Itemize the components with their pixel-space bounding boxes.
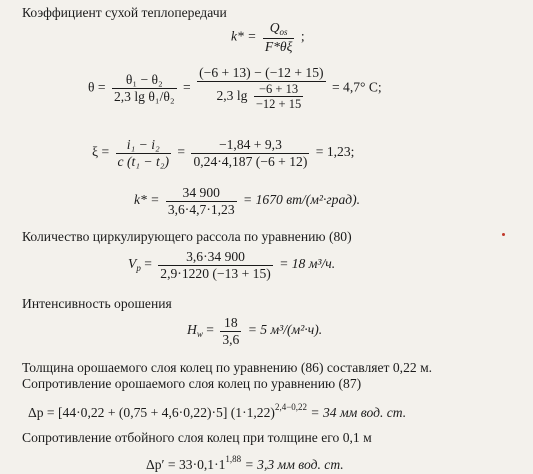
eq-xi-fraction-2 [191, 138, 309, 168]
eq-k-lhs: k* = [231, 28, 257, 44]
eq-hw-fraction [220, 316, 241, 346]
eq-k-num: $Q_{os}$ [263, 21, 295, 39]
eq-hw-lhs: $H_w$ [187, 322, 203, 340]
equation-dp-irrigated [28, 403, 406, 420]
eq-xi-fraction-1 [116, 138, 171, 168]
equation-theta [88, 66, 382, 111]
eq-xi-f1-num: i₁ − i₂ [116, 138, 171, 154]
eq-dp2-rhs: = 3,3 мм вод. ст. [241, 457, 344, 472]
eq-vp-fraction [158, 250, 272, 280]
eq-theta-f2-num: (−6 + 13) − (−12 + 15) [199, 65, 324, 80]
text-circulating-brine: Количество циркулирующего рассола по уравнению (80) [22, 229, 352, 244]
eq-hw-num: 18 [220, 316, 241, 332]
eq-theta-fraction-1 [112, 73, 177, 103]
text-irrigation-intensity: Интенсивность орошения [22, 296, 172, 311]
eq-dp2: Δp′ = 33·0,1·1 [146, 457, 226, 472]
eq-dp2-exponent: 1,88 [225, 454, 242, 464]
eq-k-fraction [263, 21, 295, 54]
eq-xi-f2-num: −1,84 + 9,3 [191, 138, 309, 154]
text-deflector-layer-resistance: Сопротивление отбойного слоя колец при толщине его 0,1 м [22, 430, 372, 445]
eq-xi-f1-den: c (t₁ − t₂) [117, 153, 169, 169]
red-ink-dot [502, 233, 505, 236]
text-irrigated-layer-resistance: Сопротивление орошаемого слоя колец по уравнению (87) [22, 376, 362, 391]
eq-theta-f2-den: 2,3 lg $\frac{-6 + 13}{-12 + 15}$ [216, 81, 302, 112]
eq-k-den: F*θξ [264, 39, 293, 54]
eq-k2-lhs: k* = [134, 192, 160, 208]
eq-xi-lhs: ξ = [92, 144, 110, 160]
eq-k2-fraction [166, 186, 237, 216]
equation-vp [128, 250, 335, 280]
equation-xi [92, 138, 354, 168]
eq-xi-rhs: = 1,23; [315, 144, 355, 160]
eq-vp-den: 2,9·1220 (−13 + 15) [160, 265, 271, 281]
eq-dp1: Δp = [44·0,22 + (0,75 + 4,6·0,22)·5] (1·1,22) [28, 405, 275, 420]
text-irrigated-layer-thickness: Толщина орошаемого слоя колец по уравнению (86) составляет 0,22 м. [22, 360, 433, 375]
eq-hw-rhs: = 5 м³/(м²·ч). [247, 322, 323, 338]
eq-theta-fraction-2 [197, 66, 325, 111]
eq-k2-num: 34 900 [166, 186, 237, 202]
eq-vp-eq: = [144, 256, 152, 272]
eq-dp1-rhs: = 34 мм вод. ст. [307, 405, 407, 420]
eq-theta-f1-num: θ₁ − θ₂ [112, 73, 177, 89]
eq-vp-num: 3,6·34 900 [158, 250, 272, 266]
equation-hw [187, 316, 322, 346]
eq-vp-lhs: $V_p$ [128, 256, 141, 274]
equation-k-numeric [134, 186, 360, 216]
eq-theta-lhs: θ = [88, 79, 106, 95]
eq-theta-eq: = [183, 79, 191, 95]
eq-theta-rhs: = 4,7° С; [331, 79, 382, 95]
eq-xi-f2-den: 0,24·4,187 (−6 + 12) [193, 153, 308, 169]
text-dry-heat-transfer-coefficient: Коэффициент сухой теплопередачи [22, 5, 227, 20]
eq-hw-eq: = [206, 322, 214, 338]
eq-hw-den: 3,6 [222, 331, 240, 347]
eq-theta-f1-den: 2,3 lg θ₁/θ₂ [113, 88, 175, 104]
eq-k2-rhs: = 1670 вт/(м²·град). [243, 192, 361, 208]
eq-xi-eq: = [177, 144, 186, 160]
eq-vp-rhs: = 18 м³/ч. [279, 256, 336, 272]
eq-dp1-exponent: 2,4−0,22 [274, 402, 308, 412]
eq-k-end: ; [300, 28, 305, 44]
equation-dp-deflector [146, 455, 344, 472]
eq-k2-den: 3,6·4,7·1,23 [167, 201, 235, 217]
equation-k-star [231, 21, 305, 54]
